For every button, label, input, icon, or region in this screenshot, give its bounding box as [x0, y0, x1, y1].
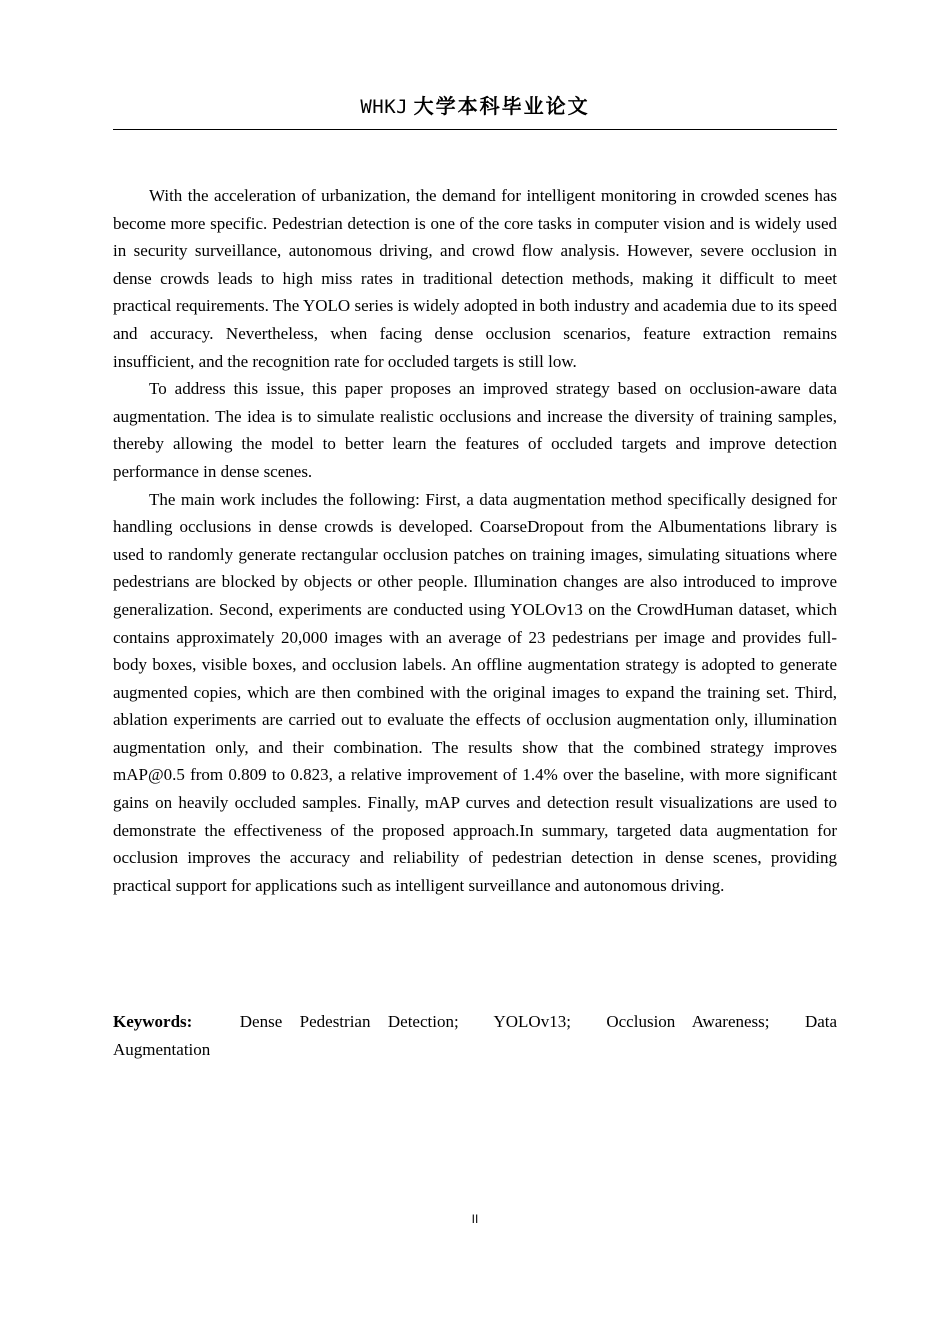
- header-thesis-title: 大学本科毕业论文: [413, 94, 590, 118]
- keyword-item: Dense Pedestrian Detection;: [239, 1012, 459, 1031]
- keyword-item: YOLOv13;: [493, 1012, 571, 1031]
- header-rule: [113, 129, 837, 130]
- keywords-label: Keywords:: [113, 1012, 193, 1031]
- keyword-item: Data Augmentation: [113, 1012, 838, 1059]
- abstract-paragraph-2: To address this issue, this paper proposes an improved strategy based on occlusion-aware data augmentation. The idea is to simulate realistic occlusions and increase the diversity of training samples, thereby allowing the model to better learn the features of occluded targets and improve detection performance in dense scenes.: [113, 379, 837, 481]
- keyword-item: Occlusion Awareness;: [606, 1012, 770, 1031]
- abstract-body: [113, 182, 837, 899]
- page-number: II: [471, 1212, 479, 1226]
- header-university-code: WHKJ: [360, 96, 409, 118]
- running-header: [113, 92, 837, 121]
- keywords-line: [113, 1008, 837, 1063]
- abstract-paragraph-1: With the acceleration of urbanization, the demand for intelligent monitoring in crowded scenes has become more specific. Pedestrian detection is one of the core tasks in computer vision and is widely used in security surveillance, autonomous driving, and crowd flow analysis. However, severe occlusion in dense crowds leads to high miss rates in traditional detection methods, making it difficult to meet practical requirements. The YOLO series is widely adopted in both industry and academia due to its speed and accuracy. Nevertheless, when facing dense occlusion scenarios, feature extraction remains insufficient, and the recognition rate for occluded targets is still low.: [113, 186, 837, 371]
- abstract-paragraph-3: The main work includes the following: First, a data augmentation method specifically designed for handling occlusions in dense crowds is developed. CoarseDropout from the Albumentations library is used to randomly generate rectangular occlusion patches on training images, simulating situations where pedestrians are blocked by objects or other people. Illumination changes are also introduced to improve generalization. Second, experiments are conducted using YOLOv13 on the CrowdHuman dataset, which contains approximately 20,000 images with an average of 23 pedestrians per image and provides full-body boxes, visible boxes, and occlusion labels. An offline augmentation strategy is adopted to generate augmented copies, which are then combined with the original images to expand the training set. Third, ablation experiments are carried out to evaluate the effects of occlusion augmentation only, illumination augmentation only, and their combination. The results show that the combined strategy improves mAP@0.5 from 0.809 to 0.823, a relative improvement of 1.4% over the baseline, with more significant gains on heavily occluded samples. Finally, mAP curves and detection result visualizations are used to demonstrate the effectiveness of the proposed approach.In summary, targeted data augmentation for occlusion improves the accuracy and reliability of pedestrian detection in dense scenes, providing practical support for applications such as intelligent surveillance and autonomous driving.: [113, 489, 837, 895]
